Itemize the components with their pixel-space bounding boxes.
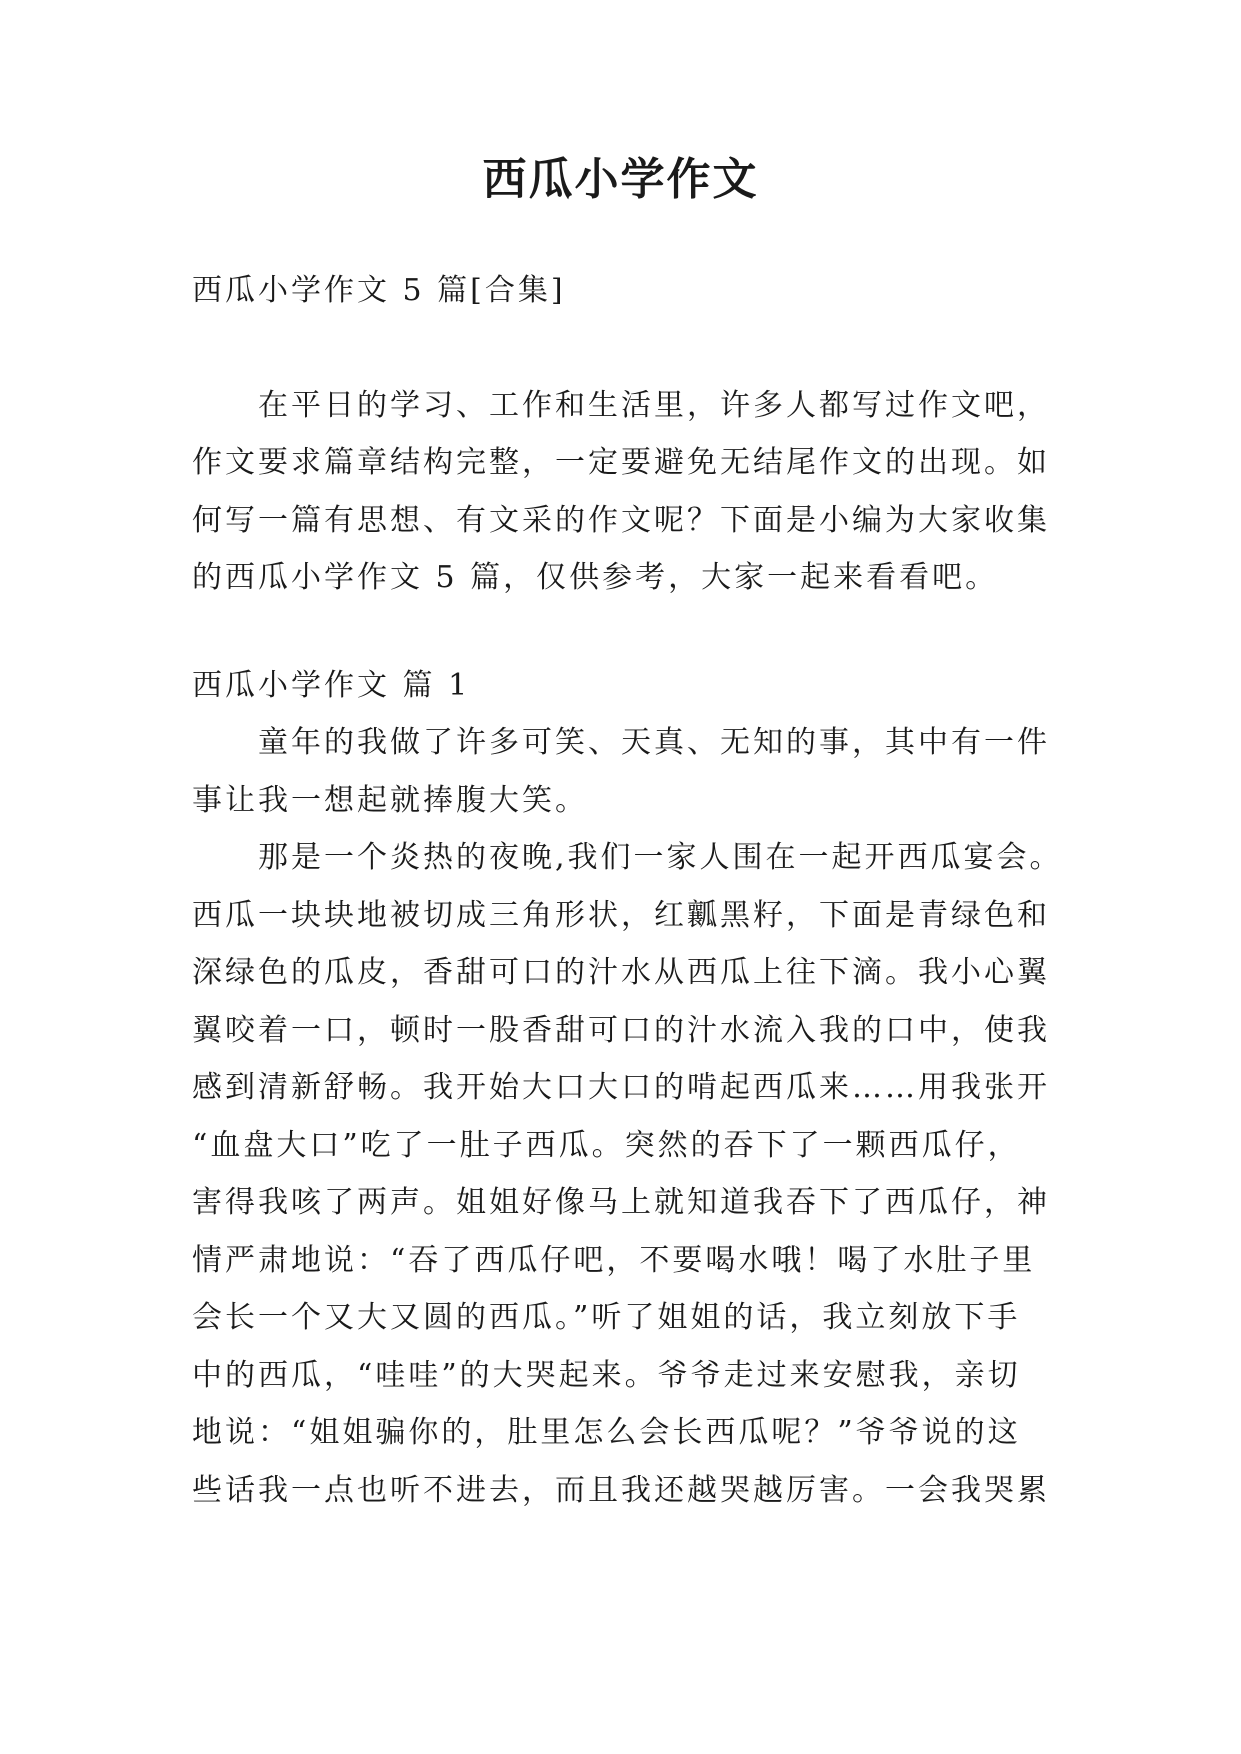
paragraph-line: 翼咬着一口，顿时一股香甜可口的汁水流入我的口中，使我 <box>192 1012 1050 1048</box>
paragraph-line: “血盘大口”吃了一肚子西瓜。突然的吞下了一颗西瓜仔， <box>192 1127 1021 1163</box>
intro-paragraph <box>192 377 1060 607</box>
paragraph-1 <box>192 714 1060 829</box>
section-1 <box>192 657 1063 1520</box>
intro-line: 何写一篇有思想、有文采的作文呢？下面是小编为大家收集 <box>192 502 1050 538</box>
paragraph-line: 西瓜一块块地被切成三角形状，红瓤黑籽，下面是青绿色和 <box>192 897 1050 933</box>
document-title: 西瓜小学作文 <box>482 154 759 205</box>
paragraph-line: 感到清新舒畅。我开始大口大口的啃起西瓜来……用我张开 <box>192 1070 1050 1105</box>
paragraph-line: 些话我一点也听不进去，而且我还越哭越厉害。一会我哭累 <box>192 1472 1050 1508</box>
paragraph-line: 事让我一想起就捧腹大笑。 <box>192 782 588 818</box>
document-body <box>192 262 1063 1519</box>
paragraph-line: 童年的我做了许多可笑、天真、无知的事，其中有一件 <box>258 725 1050 760</box>
document-subtitle: 西瓜小学作文 5 篇[合集] <box>192 273 566 308</box>
paragraph-line: 会长一个又大又圆的西瓜。”听了姐姐的话，我立刻放下手 <box>192 1300 1021 1335</box>
section-heading: 西瓜小学作文 篇 1 <box>192 667 471 703</box>
paragraph-line: 地说：“姐姐骗你的，肚里怎么会长西瓜呢？”爷爷说的这 <box>192 1415 1021 1450</box>
intro-line: 在平日的学习、工作和生活里，许多人都写过作文吧， <box>258 387 1050 423</box>
paragraph-line: 深绿色的瓜皮，香甜可口的汁水从西瓜上往下滴。我小心翼 <box>192 955 1050 990</box>
paragraph-line: 那是一个炎热的夜晚,我们一家人围在一起开西瓜宴会。 <box>258 840 1063 875</box>
intro-line: 的西瓜小学作文 5 篇，仅供参考，大家一起来看看吧。 <box>192 560 999 595</box>
paragraph-line: 情严肃地说：“吞了西瓜仔吧，不要喝水哦！喝了水肚子里 <box>192 1242 1036 1278</box>
paragraph-line: 中的西瓜，“哇哇”的大哭起来。爷爷走过来安慰我，亲切 <box>192 1357 1021 1393</box>
paragraph-2 <box>192 829 1063 1519</box>
intro-line: 作文要求篇章结构完整，一定要避免无结尾作文的出现。如 <box>192 445 1050 480</box>
paragraph-line: 害得我咳了两声。姐姐好像马上就知道我吞下了西瓜仔，神 <box>192 1185 1050 1220</box>
